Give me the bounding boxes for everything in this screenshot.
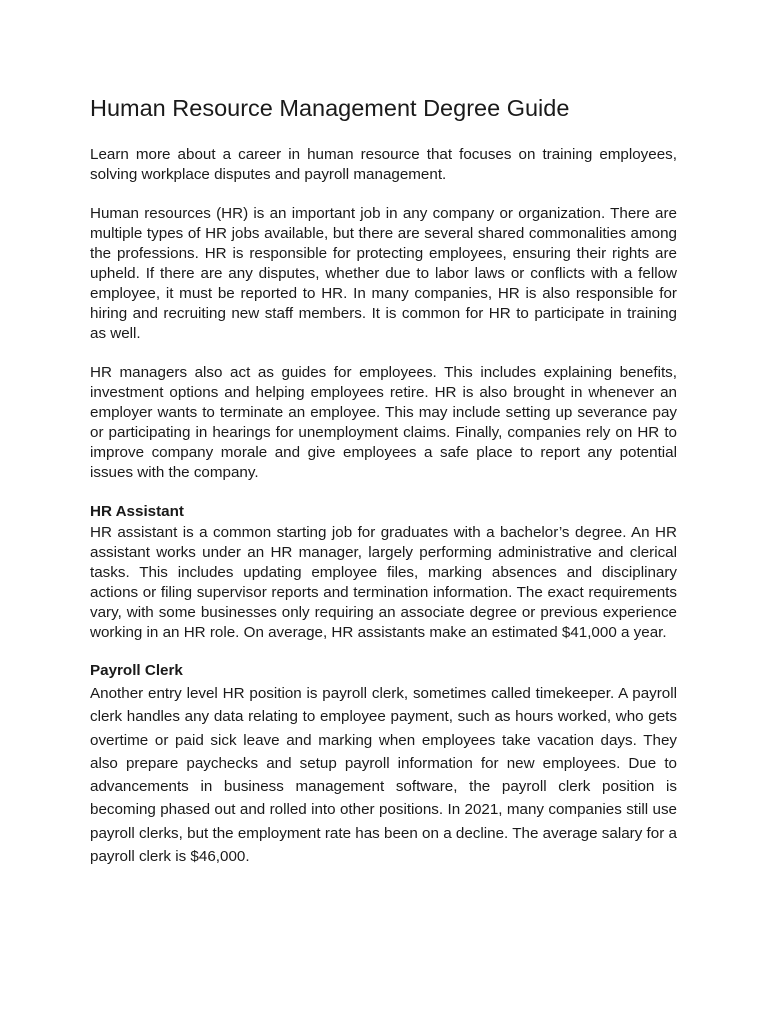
document-page <box>90 93 677 887</box>
page-title: Human Resource Management Degree Guide <box>90 95 570 121</box>
body-paragraph-hr-overview: Human resources (HR) is an important job in any company or organization. There are multiple types of HR jobs available, but there are several shared commonalities among the professions. HR is responsible for protecting employees, ensuring their rights are upheld. If there are any disputes, whether due to labor laws or conflicts with a fellow employee, it must be reported to HR. In many companies, HR is also responsible for hiring and recruiting new staff members. It is common for HR to participate in training as well. <box>90 205 677 342</box>
intro-paragraph: Learn more about a career in human resource that focuses on training employees, solving workplace disputes and payroll management. <box>90 146 677 183</box>
body-paragraph-hr-managers: HR managers also act as guides for employees. This includes explaining benefits, investment options and helping employees retire. HR is also brought in whenever an employer wants to terminate an employee. This may include setting up severance pay or participating in hearings for unemployment claims. Finally, companies rely on HR to improve company morale and give employees a safe place to report any potential issues with the company. <box>90 364 677 481</box>
section-body-payroll-clerk: Another entry level HR position is payroll clerk, sometimes called timekeeper. A payroll clerk handles any data relating to employee payment, such as hours worked, who gets overtime or paid sick leave and marking when employees take vacation days. They also prepare paychecks and setup payroll information for new employees. Due to advancements in business management software, the payroll clerk position is becoming phased out and rolled into other positions. In 2021, many companies still use payroll clerks, but the employment rate has been on a decline. The average salary for a payroll clerk is $46,000. <box>90 685 677 866</box>
section-heading-payroll-clerk: Payroll Clerk <box>90 662 183 679</box>
section-body-hr-assistant: HR assistant is a common starting job for graduates with a bachelor’s degree. An HR assistant works under an HR manager, largely performing administrative and clerical tasks. This includes updating employee files, marking absences and disciplinary actions or filing supervisor reports and termination information. The exact requirements vary, with some businesses only requiring an associate degree or previous experience working in an HR role. On average, HR assistants make an estimated $41,000 a year. <box>90 524 677 641</box>
section-heading-hr-assistant: HR Assistant <box>90 503 184 520</box>
